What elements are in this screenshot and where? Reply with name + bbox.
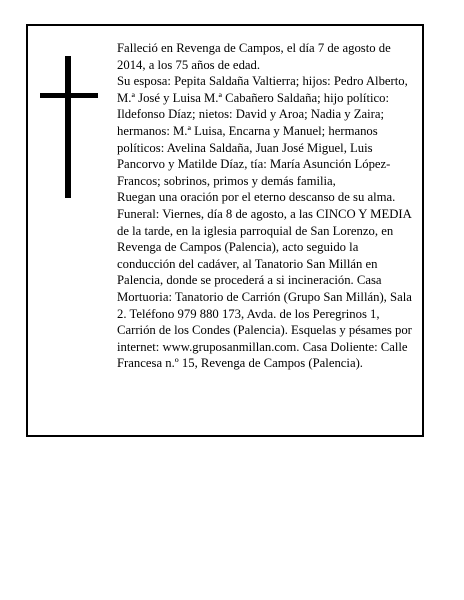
cross-vertical-bar (65, 56, 71, 198)
cross-horizontal-bar (40, 93, 98, 98)
latin-cross-icon (40, 56, 98, 198)
funeral-details: Funeral: Viernes, día 8 de agosto, a las CINCO Y MEDIA de la tarde, en la iglesia parroquial de San Lorenzo, en Revenga de Campos (Palencia), acto seguido la conducción del cadáver, al Tanatorio San Millán en Palencia, donde se procederá a si incineración. Casa Mortuoria: Tanatorio de Carrión (Grupo San Millán), Sala 2. Teléfono 979 880 173, Avda. de los Peregrinos 1, Carrión de los Condes (Palencia). Esquelas y pésames por internet: www.gruposanmillan.com. Casa Doliente: Calle Francesa n.º 15, Revenga de Campos (Palencia). (117, 206, 412, 371)
obituary-notice-frame (26, 24, 424, 437)
obituary-text (117, 40, 415, 372)
death-announcement: Falleció en Revenga de Campos, el día 7 de agosto de 2014, a los 75 años de edad. (117, 41, 391, 72)
family-list: Su esposa: Pepita Saldaña Valtierra; hijos: Pedro Alberto, M.ª José y Luisa M.ª Cabañero Saldaña; hijo político: Ildefonso Díaz; nietos: David y Aroa; Nadia y Zaira; hermanos: M.ª Luisa, Encarna y Manuel; hermanos políticos: Avelina Saldaña, Juan José Miguel, Luis Pancorvo y Matilde Díaz, tía: María Asunción López-Francos; sobrinos, primos y demás familia, (117, 74, 408, 188)
prayer-request: Ruegan una oración por el eterno descanso de su alma. (117, 190, 396, 205)
